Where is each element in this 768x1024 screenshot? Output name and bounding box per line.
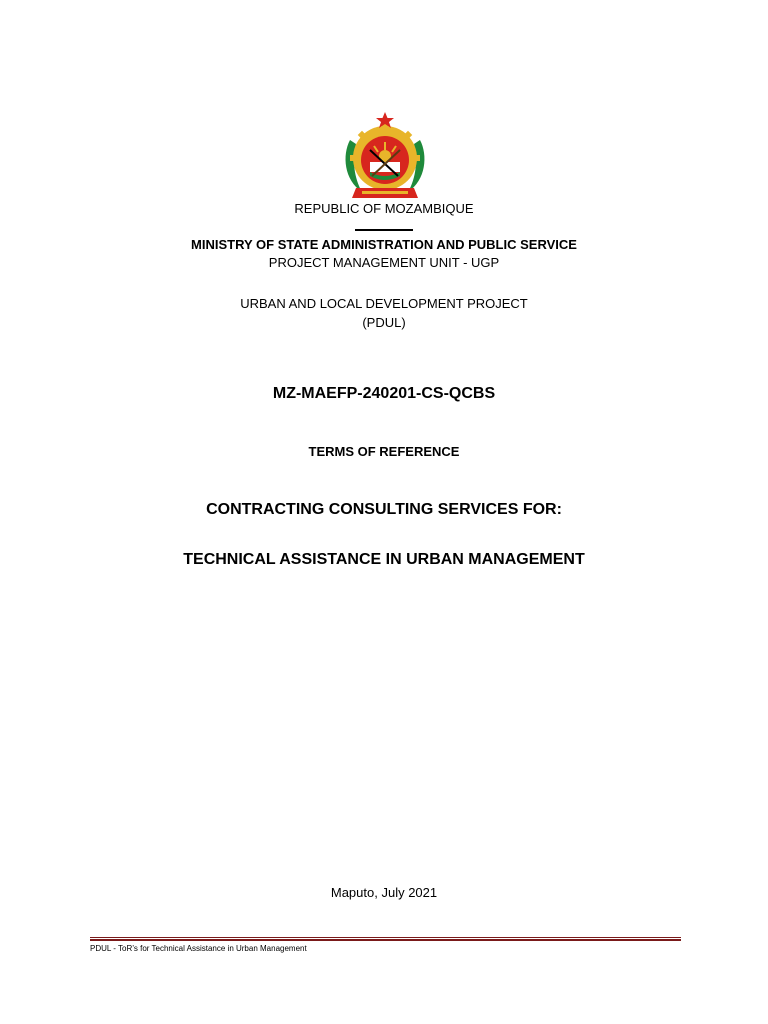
unit-name: PROJECT MANAGEMENT UNIT - UGP [268,255,500,270]
coat-of-arms-icon [340,110,430,202]
subject-line-2: TECHNICAL ASSISTANCE IN URBAN MANAGEMENT [183,551,585,568]
header-divider [355,229,413,231]
project-acronym: (PDUL) [362,315,406,330]
footer-rule-top [90,937,681,938]
ministry-name: MINISTRY OF STATE ADMINISTRATION AND PUBLIC SERVICE [191,237,577,252]
republic-name: REPUBLIC OF MOZAMBIQUE [294,201,474,216]
footer-rule-bottom [90,939,681,941]
subject-line-1: CONTRACTING CONSULTING SERVICES FOR: [206,501,562,518]
place-date: Maputo, July 2021 [330,885,438,900]
project-name: URBAN AND LOCAL DEVELOPMENT PROJECT [240,296,528,311]
footer-text: PDUL - ToR’s for Technical Assistance in Urban Management [90,944,307,953]
document-type: TERMS OF REFERENCE [308,444,460,459]
reference-code: MZ-MAEFP-240201-CS-QCBS [272,385,496,402]
